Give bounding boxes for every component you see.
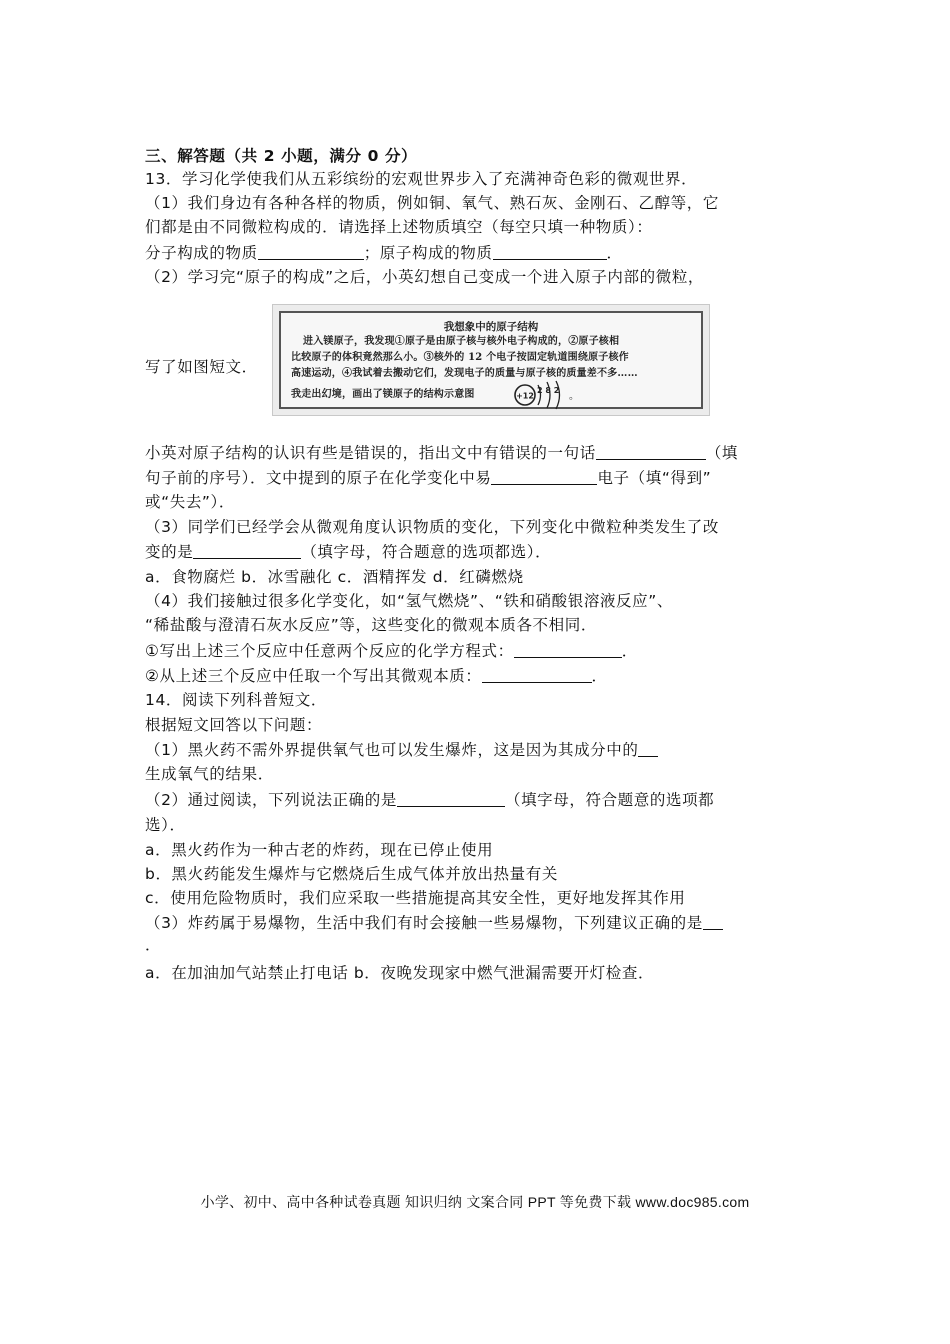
q14-option-c: c．使用危险物质时，我们应采取一些措施提高其安全性，更好地发挥其作用 <box>145 889 686 907</box>
q14-p1-text: （1）黑火药不需外界提供氧气也可以发生爆炸，这是因为其成分中的 <box>145 741 639 759</box>
figure-line-2: 比较原子的体积竟然那么小。③核外的 12 个电子按固定轨道围绕原子核作 <box>291 352 629 363</box>
q13-p2-line3 <box>145 442 738 464</box>
q13-p3-text-b: （填字母，符合题意的选项都选）． <box>301 543 552 561</box>
figure-tail: 。 <box>569 391 579 402</box>
figure-line-3: 高速运动，④我试着去搬动它们，发现电子的质量与原子核的质量差不多…… <box>291 368 638 379</box>
q14-p2-line2: 选）． <box>145 816 186 834</box>
figure-line-4 <box>291 388 475 402</box>
q14-p3-text: （3）炸药属于易爆物，生活中我们有时会接触一些易爆物，下列建议正确的是 <box>145 914 703 932</box>
q13-p1-text-b: ；原子构成的物质 <box>363 244 493 262</box>
figure-title: 我想象中的原子结构 <box>443 321 539 333</box>
q13-p4-text-d: ． <box>591 667 608 685</box>
q14-p3-line1 <box>145 912 723 934</box>
q14-p1-line1 <box>145 739 658 761</box>
q14-p2-text-b: （填字母，符合题意的选项都 <box>504 791 715 809</box>
electron-counts: 2 8 2 <box>537 386 560 395</box>
nucleus-charge: +12 <box>516 391 534 401</box>
q13-p2-line1: （2）学习完“原子的构成”之后，小英幻想自己变成一个进入原子内部的微粒， <box>145 268 705 286</box>
q13-p2-text-b: （填 <box>705 444 739 462</box>
atom-essay-figure <box>272 304 710 416</box>
q13-p1-line2: 们都是由不同微粒构成的．请选择上述物质填空（每空只填一种物质）： <box>145 218 653 236</box>
q13-p3-line1: （3）同学们已经学会从微观角度认识物质的变化，下列变化中微粒种类发生了改 <box>145 518 719 536</box>
q13-p1-line1: （1）我们身边有各种各样的物质，例如铜、氧气、熟石灰、金刚石、乙醇等，它 <box>145 194 719 212</box>
q13-p1-text-c: ． <box>606 244 623 262</box>
answer-blank[interactable] <box>514 641 622 658</box>
figure-line-4-text: 我走出幻境，画出了镁原子的结构示意图 <box>291 389 475 400</box>
q13-p1-text-a: 分子构成的物质 <box>145 244 258 262</box>
q13-p2-text-c: 句子前的序号）．文中提到的原子在化学变化中易 <box>145 469 492 487</box>
q14-stem: 14．阅读下列科普短文． <box>145 691 327 709</box>
q13-p4-line2: “稀盐酸与澄清石灰水反应”等，这些变化的微观本质各不相同． <box>145 616 597 634</box>
section-heading: 三、解答题（共 2 小题，满分 0 分） <box>145 147 418 165</box>
answer-blank[interactable] <box>397 790 505 807</box>
q13-p3-options: a．食物腐烂 b．冰雪融化 c．酒精挥发 d．红磷燃烧 <box>145 568 524 586</box>
q14-p2-text-a: （2）通过阅读，下列说法正确的是 <box>145 791 397 809</box>
answer-blank[interactable] <box>703 913 723 930</box>
answer-blank[interactable] <box>482 666 592 683</box>
q14-option-b: b．黑火药能发生爆炸与它燃烧后生成气体并放出热量有关 <box>145 865 558 883</box>
footer-banner: 小学、初中、高中各种试卷真题 知识归纳 文案合同 PPT 等免费下载 www.doc985.com <box>200 1194 750 1210</box>
q13-p4-line1: （4）我们接触过很多化学变化，如“氢气燃烧”、“铁和硝酸银溶液反应”、 <box>145 592 673 610</box>
q13-p3-text-a: 变的是 <box>145 543 194 561</box>
q13-p2-text-d: 电子（填“得到” <box>597 469 712 487</box>
q13-p1-line3 <box>145 242 623 264</box>
q13-p4-line3 <box>145 640 638 662</box>
answer-blank[interactable] <box>193 542 301 559</box>
q13-p4-line4 <box>145 665 608 687</box>
q13-p2-line2: 写了如图短文． <box>145 358 258 376</box>
answer-blank[interactable] <box>638 740 658 757</box>
q14-intro: 根据短文回答以下问题： <box>145 716 323 734</box>
q13-p4-text-b: ． <box>621 642 638 660</box>
q13-stem: 13．学习化学使我们从五彩缤纷的宏观世界步入了充满神奇色彩的微观世界． <box>145 170 698 188</box>
mg-atom-structure-diagram <box>511 379 591 411</box>
q14-option-a: a．黑火药作为一种古老的炸药，现在已停止使用 <box>145 841 494 859</box>
answer-blank[interactable] <box>491 468 597 485</box>
q13-p4-text-a: ①写出上述三个反应中任意两个反应的化学方程式： <box>145 642 514 660</box>
answer-blank[interactable] <box>493 243 607 260</box>
answer-blank[interactable] <box>258 243 364 260</box>
q13-p3-line2 <box>145 541 551 563</box>
q14-p3-line2: ． <box>145 936 162 954</box>
q13-p2-text-a: 小英对原子结构的认识有些是错误的，指出文中有错误的一句话 <box>145 444 596 462</box>
q13-p2-line5: 或“失去”）． <box>145 493 236 511</box>
figure-line-1: 进入镁原子，我发现①原子是由原子核与核外电子构成的，②原子核相 <box>303 336 620 347</box>
q14-p1-line2: 生成氧气的结果． <box>145 765 274 783</box>
q13-p2-line4 <box>145 467 711 489</box>
figure-frame <box>279 311 703 409</box>
q14-p3-options: a．在加油加气站禁止打电话 b．夜晚发现家中燃气泄漏需要开灯检查． <box>145 964 655 982</box>
q14-p2-line1 <box>145 789 714 811</box>
answer-blank[interactable] <box>596 443 706 460</box>
q13-p4-text-c: ②从上述三个反应中任取一个写出其微观本质： <box>145 667 482 685</box>
